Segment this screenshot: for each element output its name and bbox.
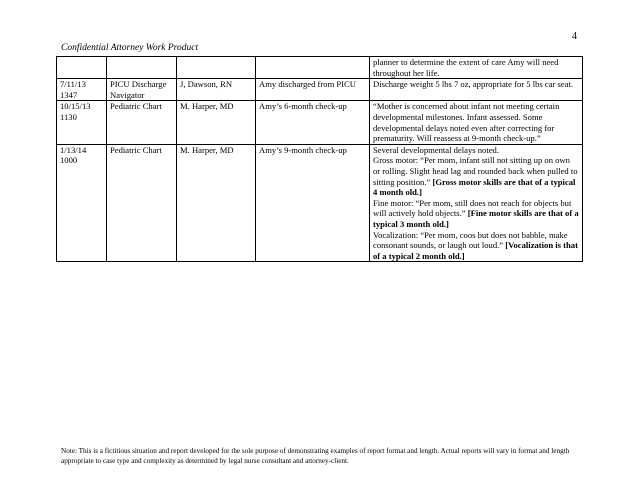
entry-date: 1/13/14 <box>60 144 87 155</box>
source-cell: PICU Discharge Navigator <box>107 79 177 101</box>
note-text: planner to determine the extent of care Amy will need throughout her life. <box>373 57 559 78</box>
confidential-header: Confidential Attorney Work Product <box>61 43 199 53</box>
entry-time: 1130 <box>60 111 77 122</box>
provider-cell <box>177 57 256 79</box>
page-number: 4 <box>572 31 577 42</box>
source-cell <box>107 57 177 79</box>
entry-time: 1000 <box>60 155 78 166</box>
entry-time: 1347 <box>60 89 78 100</box>
provider-cell: M. Harper, MD <box>177 101 256 144</box>
date-time-cell <box>57 57 107 79</box>
entry-date: 7/11/13 <box>60 79 86 90</box>
source-cell: Pediatric Chart <box>107 101 177 144</box>
notes-cell <box>370 57 583 79</box>
table-row <box>57 144 583 262</box>
footnote: Note: This is a fictitious situation and report developed for the sole purpose of demonstrating examples of report format and length. Actual reports will vary in format and length appropriate to case type and complexity as determined by legal nurse consultant and attorney-client. <box>61 447 570 465</box>
table-row <box>57 57 583 79</box>
event-cell: Amy’s 9-month check-up <box>256 144 370 262</box>
notes-cell <box>370 79 583 101</box>
note-text: Gross motor: “Per mom, infant still not sitting up on own or rolling. Slight head lag and rounded back when pulled to sitting position.” <box>373 155 578 187</box>
note-assessment: [Vocalization is that of a typical 2 month old.] <box>373 240 578 261</box>
note-text: Discharge weight 5 lbs 7 oz, appropriate for 5 lbs car seat. <box>373 79 574 90</box>
notes-cell <box>370 144 583 262</box>
event-cell <box>256 57 370 79</box>
note-text: “Mother is concerned about infant not meeting certain developmental milestones. Infant assessed. Some developmental delays noted even after correcting for prematurity. Will reassess at 9-month check-up.” <box>373 101 560 144</box>
date-time-cell <box>57 79 107 101</box>
table-row <box>57 101 583 144</box>
medical-record-table <box>56 56 583 262</box>
note-text: Vocalization: “Per mom, coos but does not babble, make consonant sounds, or laugh out loud.” <box>373 229 568 251</box>
event-cell: Amy discharged from PICU <box>256 79 370 101</box>
date-time-cell <box>57 101 107 144</box>
note-assessment: [Fine motor skills are that of a typical 3 month old.] <box>373 208 579 229</box>
event-cell: Amy’s 6-month check-up <box>256 101 370 144</box>
table-row <box>57 79 583 101</box>
notes-cell <box>370 101 583 144</box>
note-text: Fine motor: “Per mom, still does not reach for objects but will actively hold objects.” <box>373 197 572 219</box>
note-assessment: [Gross motor skills are that of a typical 4 month old.] <box>373 176 576 198</box>
provider-cell: M. Harper, MD <box>177 144 256 262</box>
entry-date: 10/15/13 <box>60 101 91 112</box>
note-text: Several developmental delays noted. <box>373 144 499 155</box>
date-time-cell <box>57 144 107 262</box>
provider-cell: J, Dawson, RN <box>177 79 256 101</box>
source-cell: Pediatric Chart <box>107 144 177 262</box>
